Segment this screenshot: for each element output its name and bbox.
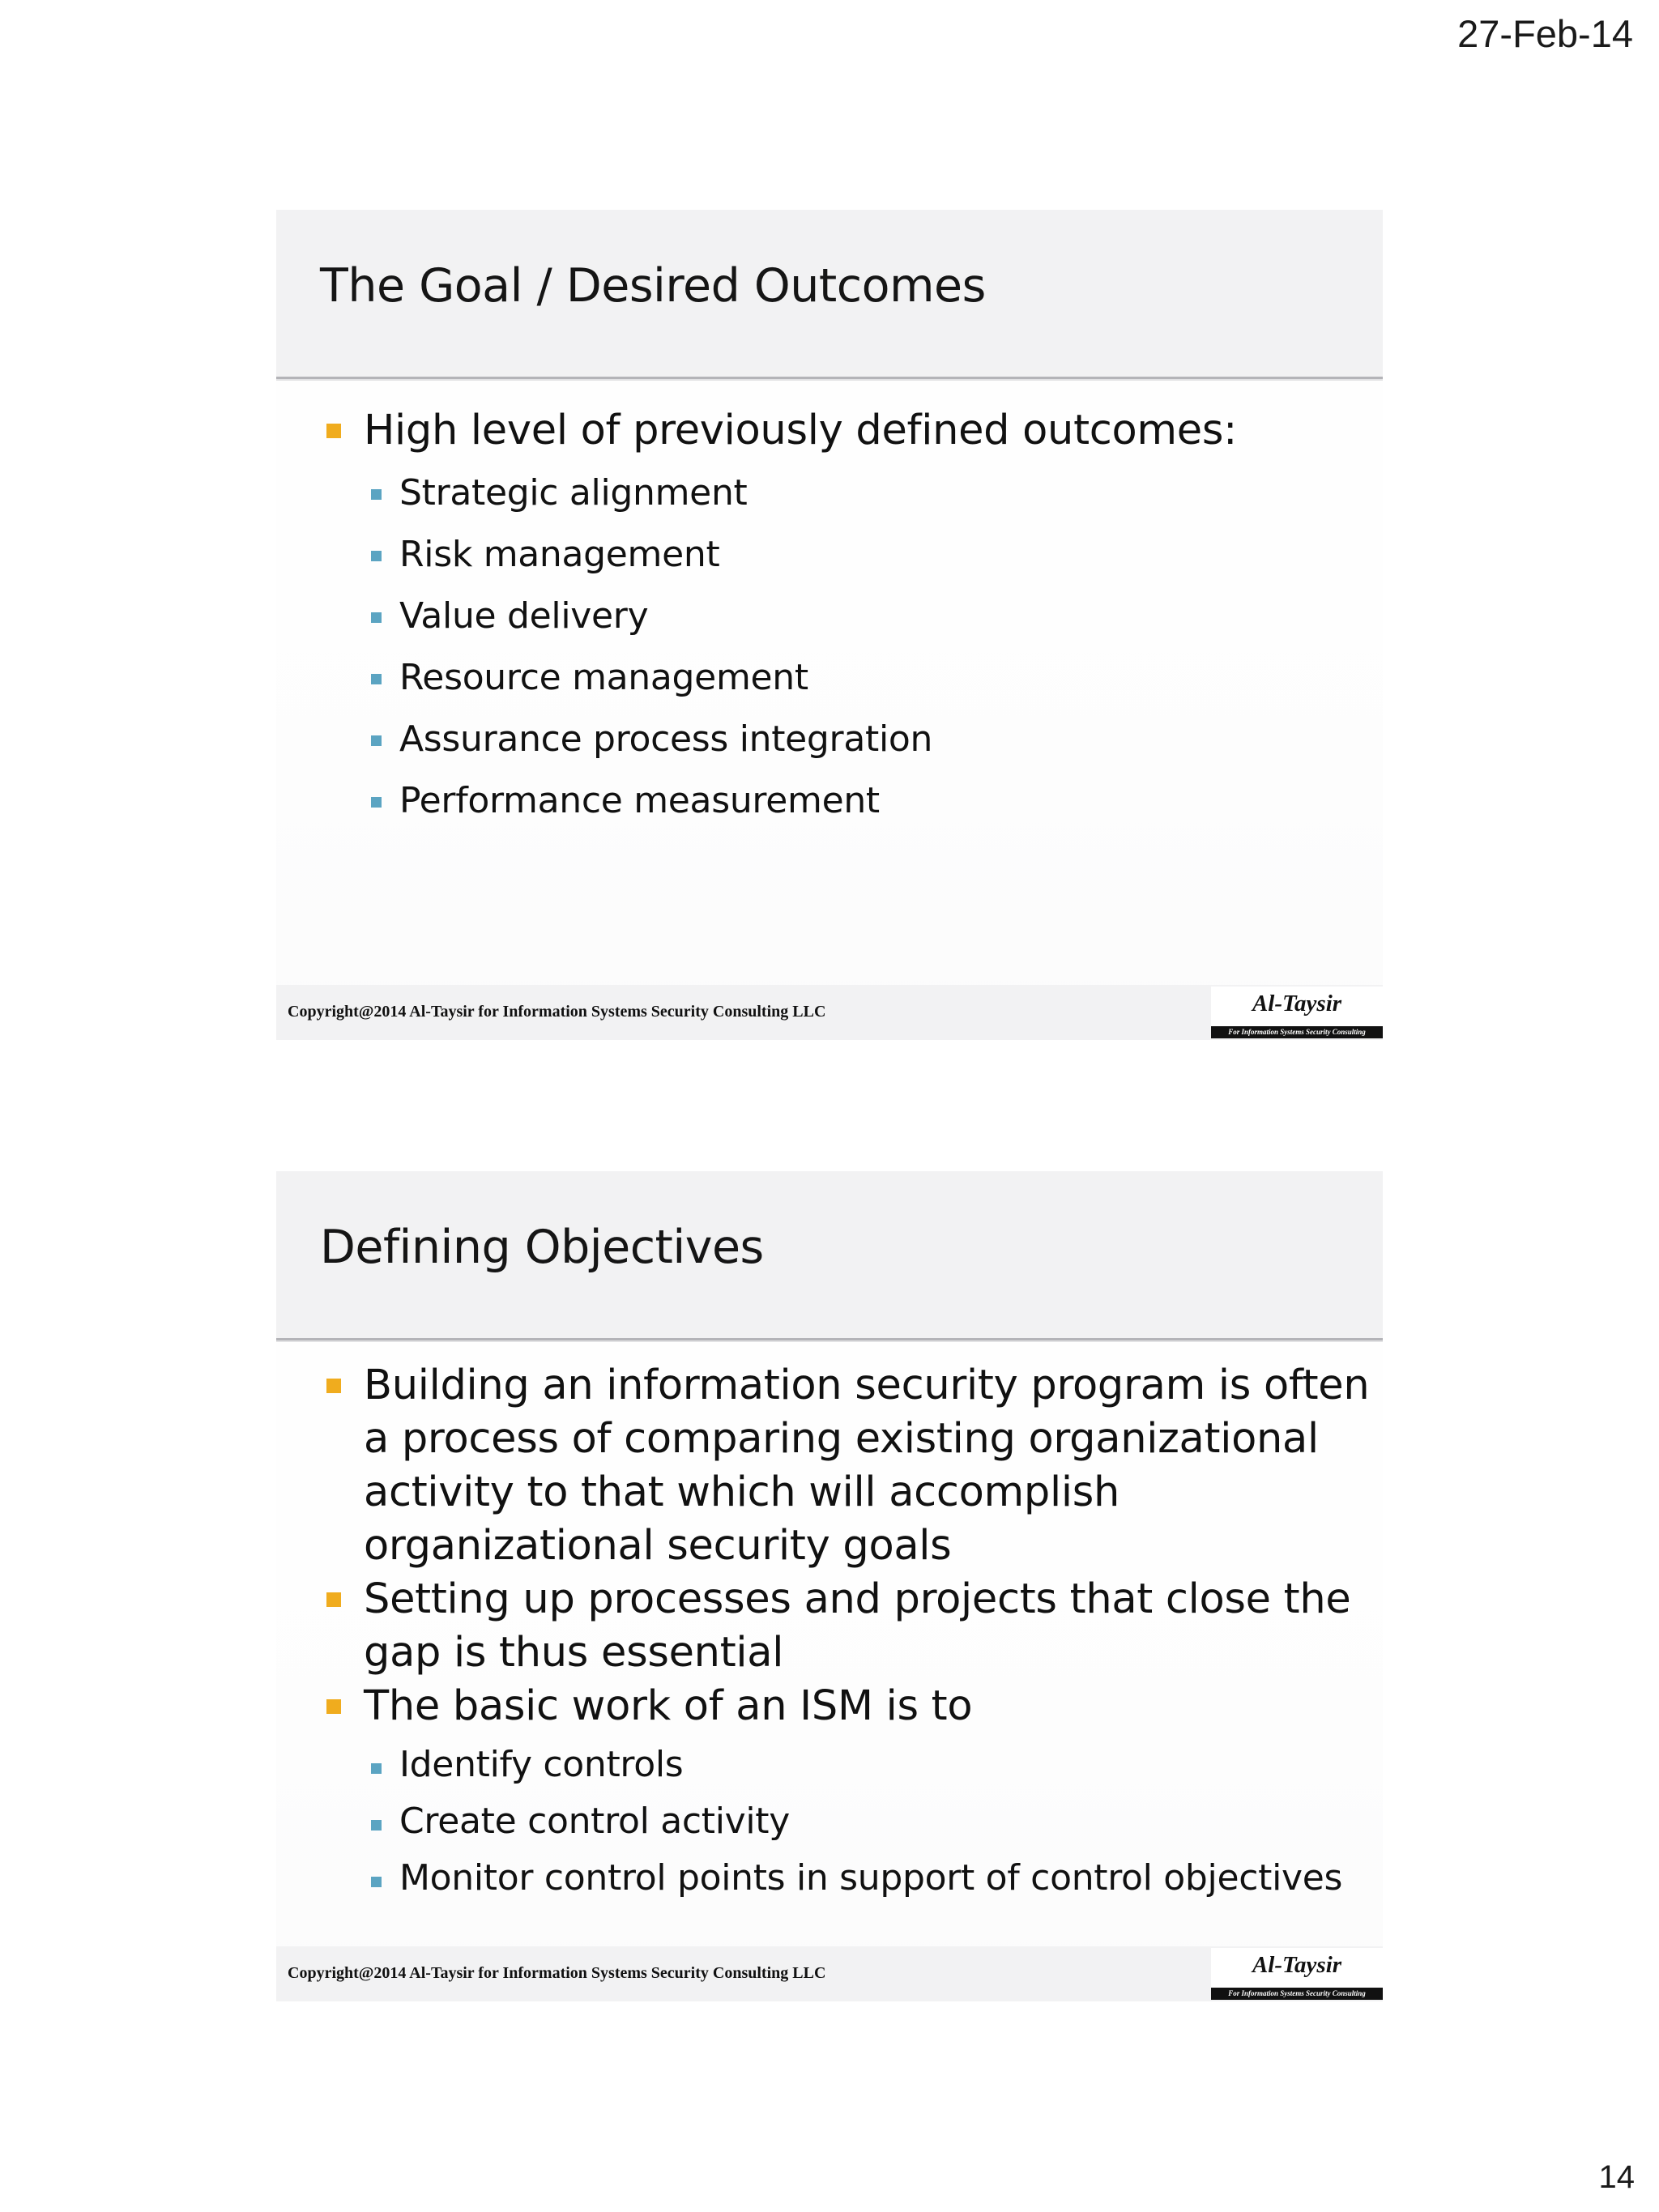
slide-body (325, 1359, 1370, 1907)
bullet-text-line: gap is thus essential (364, 1629, 784, 1677)
sub-bullet-text: Value delivery (399, 595, 649, 637)
sub-bullet-list (325, 1737, 1370, 1907)
slide-goal-desired-outcomes (276, 210, 1383, 1040)
page-date: 27-Feb-14 (1457, 12, 1633, 55)
sub-bullet-item (325, 524, 1370, 586)
sub-bullet-item (325, 586, 1370, 647)
square-bullet-icon (371, 1820, 382, 1831)
bullet-text-line: organizational security goals (364, 1522, 952, 1570)
square-bullet-icon (326, 1699, 341, 1714)
sub-bullet-item (325, 770, 1370, 832)
sub-bullet-text: Create control activity (399, 1801, 790, 1842)
bullet-text-line: activity to that which will accomplish (364, 1468, 1120, 1516)
bullet-text-line: The basic work of an ISM is to (364, 1682, 973, 1730)
sub-bullet-text: Identify controls (399, 1744, 684, 1785)
sub-bullet-item (325, 1850, 1370, 1907)
square-bullet-icon (371, 735, 382, 746)
bullet-text-line: Building an information security program is often (364, 1362, 1370, 1409)
bullet-text-line: a process of comparing existing organizational (364, 1415, 1319, 1463)
square-bullet-icon (371, 1763, 382, 1774)
sub-bullet-item (325, 709, 1370, 770)
copyright-notice: Copyright@2014 Al-Taysir for Information Systems Security Consulting LLC (288, 1003, 826, 1021)
sub-bullet-text: Monitor control points in support of control objectives (399, 1857, 1343, 1899)
square-bullet-icon (326, 1592, 341, 1607)
bullet-item (325, 1573, 1370, 1680)
sub-bullet-item (325, 462, 1370, 524)
square-bullet-icon (371, 612, 382, 623)
sub-bullet-text: Resource management (399, 657, 808, 698)
sub-bullet-text: Strategic alignment (399, 472, 748, 514)
al-taysir-logo (1211, 987, 1383, 1038)
sub-bullet-item (325, 647, 1370, 709)
sub-bullet-text: Risk management (399, 534, 720, 575)
slide-header (276, 210, 1383, 379)
bullet-item (325, 1680, 1370, 1733)
slide-defining-objectives (276, 1171, 1383, 2001)
copyright-notice: Copyright@2014 Al-Taysir for Information Systems Security Consulting LLC (288, 1964, 826, 1982)
bullet-text: High level of previously defined outcomes: (364, 407, 1238, 454)
square-bullet-icon (371, 797, 382, 808)
sub-bullet-item (325, 1737, 1370, 1793)
square-bullet-icon (326, 1379, 341, 1393)
slide-title: The Goal / Desired Outcomes (320, 259, 986, 313)
logo-name: Al-Taysir (1252, 1952, 1342, 1978)
slide-header (276, 1171, 1383, 1340)
sub-bullet-list (325, 462, 1370, 832)
square-bullet-icon (326, 424, 341, 438)
sub-bullet-item (325, 1793, 1370, 1850)
logo-tagline: For Information Systems Security Consulting (1211, 1988, 1383, 2000)
sub-bullet-text: Performance measurement (399, 780, 880, 821)
square-bullet-icon (371, 489, 382, 500)
square-bullet-icon (371, 1877, 382, 1887)
sub-bullet-text: Assurance process integration (399, 718, 933, 760)
slide-footer (276, 985, 1383, 1040)
slide-body (325, 404, 1370, 832)
al-taysir-logo (1211, 1948, 1383, 2000)
page-number: 14 (1598, 2159, 1635, 2195)
bullet-item (325, 404, 1370, 458)
bullet-item (325, 1359, 1370, 1573)
logo-name: Al-Taysir (1252, 991, 1342, 1016)
bullet-text-line: Setting up processes and projects that close the (364, 1575, 1351, 1623)
square-bullet-icon (371, 551, 382, 561)
slide-footer (276, 1946, 1383, 2001)
square-bullet-icon (371, 674, 382, 684)
logo-tagline: For Information Systems Security Consulting (1211, 1026, 1383, 1038)
slide-title: Defining Objectives (320, 1221, 764, 1274)
